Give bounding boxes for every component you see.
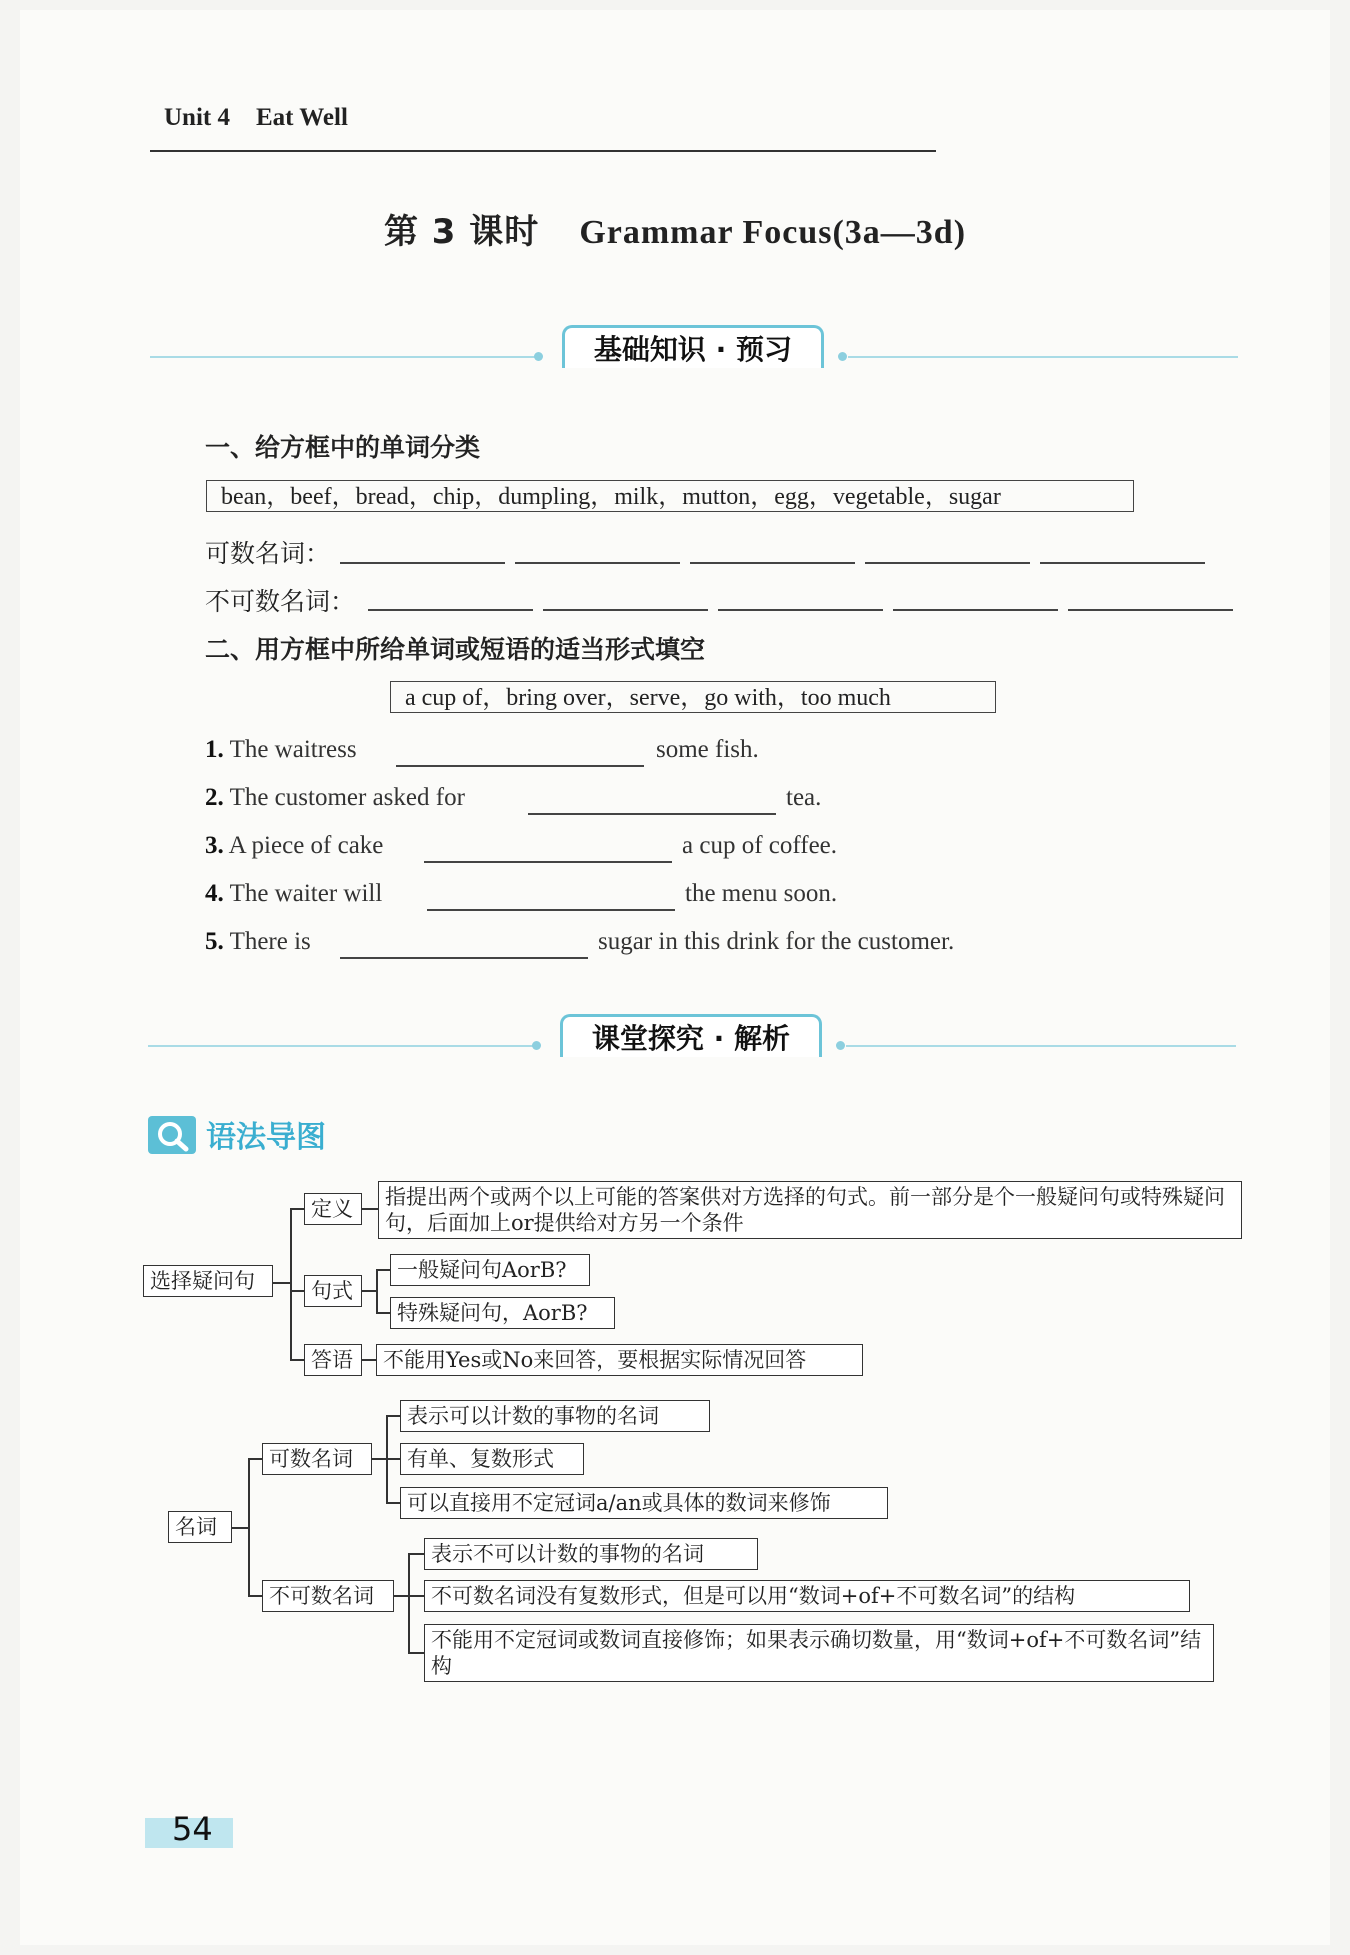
- banner-dot: [532, 1041, 541, 1050]
- connector: [408, 1595, 424, 1597]
- definition-text: 指提出两个或两个以上可能的答案供对方选择的句式。前一部分是个一般疑问句或特殊疑问句，后面加上or提供给对方另一个条件: [378, 1181, 1242, 1239]
- node-noun: 名词: [168, 1511, 232, 1543]
- item-text-before: The waitress: [229, 736, 357, 763]
- answer-blank[interactable]: [893, 609, 1058, 611]
- connector: [394, 1595, 408, 1597]
- answer-blank[interactable]: [427, 909, 675, 911]
- connector: [290, 1290, 304, 1292]
- q2-item: [205, 832, 383, 860]
- banner-dot: [838, 352, 847, 361]
- connector: [376, 1269, 390, 1271]
- answer-blank[interactable]: [690, 562, 855, 564]
- node-definition: 定义: [304, 1193, 362, 1225]
- q1-title: 一、给方框中的单词分类: [205, 433, 481, 462]
- connector: [408, 1553, 410, 1653]
- connector: [248, 1458, 250, 1596]
- banner-line-left: [148, 1045, 538, 1047]
- node-answer: 答语: [304, 1344, 362, 1376]
- countable-rule-3: 可以直接用不定冠词a/an或具体的数词来修饰: [400, 1487, 888, 1519]
- banner-dot: [836, 1041, 845, 1050]
- lesson-number: 第 3 课时: [383, 212, 540, 252]
- item-number: 3.: [205, 832, 224, 859]
- item-number: 4.: [205, 880, 224, 907]
- q2-item: [205, 880, 382, 908]
- banner-line-right: [848, 356, 1238, 358]
- unit-header: [164, 104, 374, 132]
- grammar-map-title: 语法导图: [206, 1120, 326, 1155]
- connector: [386, 1415, 400, 1417]
- uncountable-rule-3: 不能用不定冠词或数词直接修饰；如果表示确切数量，用“数词+of+不可数名词”结构: [424, 1624, 1214, 1682]
- q1-word-box: bean，beef，bread，chip，dumpling，milk，mutton，egg，vegetable，sugar: [206, 480, 1134, 512]
- banner-line-left: [150, 356, 540, 358]
- q2-item: [205, 736, 357, 764]
- connector: [362, 1208, 378, 1210]
- pattern-special-question: 特殊疑问句，AorB?: [390, 1297, 615, 1329]
- connector: [362, 1290, 376, 1292]
- connector: [232, 1527, 248, 1529]
- node-choice-question: 选择疑问句: [143, 1265, 273, 1297]
- unit-title: Eat Well: [255, 104, 348, 131]
- item-number: 1.: [205, 736, 224, 763]
- magnifier-icon: [148, 1116, 196, 1154]
- connector: [290, 1208, 292, 1360]
- item-text-before: The waiter will: [229, 880, 383, 907]
- connector: [372, 1458, 386, 1460]
- item-number: 5.: [205, 928, 224, 955]
- node-uncountable-noun: 不可数名词: [262, 1580, 394, 1612]
- connector: [248, 1458, 262, 1460]
- header-rule: [150, 150, 936, 152]
- answer-blank[interactable]: [1068, 609, 1233, 611]
- answer-blank[interactable]: [515, 562, 680, 564]
- connector: [386, 1502, 400, 1504]
- item-text-after: the menu soon.: [685, 880, 838, 907]
- answer-blank[interactable]: [718, 609, 883, 611]
- item-text-after: sugar in this drink for the customer.: [598, 928, 955, 955]
- node-countable-noun: 可数名词: [262, 1443, 372, 1475]
- answer-text: 不能用Yes或No来回答，要根据实际情况回答: [376, 1344, 863, 1376]
- connector: [273, 1282, 290, 1284]
- connector: [290, 1359, 304, 1361]
- answer-blank[interactable]: [1040, 562, 1205, 564]
- lesson-name: Grammar Focus(3a—3d): [579, 214, 967, 251]
- lesson-title: [0, 204, 1350, 253]
- countable-label: 可数名词：: [205, 541, 331, 568]
- answer-blank[interactable]: [543, 609, 708, 611]
- answer-blank[interactable]: [396, 765, 644, 767]
- item-text-before: A piece of cake: [228, 832, 384, 859]
- q2-item: [205, 784, 465, 812]
- item-text-before: There is: [229, 928, 311, 955]
- item-text-before: The customer asked for: [229, 784, 465, 811]
- answer-blank[interactable]: [528, 813, 776, 815]
- answer-blank[interactable]: [340, 562, 505, 564]
- item-text-after: tea.: [786, 784, 822, 811]
- item-text-after: a cup of coffee.: [682, 832, 838, 859]
- banner-line-right: [846, 1045, 1236, 1047]
- answer-blank[interactable]: [424, 861, 672, 863]
- answer-blank[interactable]: [368, 609, 533, 611]
- connector: [362, 1359, 376, 1361]
- node-sentence-pattern: 句式: [304, 1275, 362, 1307]
- connector: [248, 1595, 262, 1597]
- pattern-general-question: 一般疑问句AorB?: [390, 1254, 590, 1286]
- section-banner-class: 课堂探究 · 解析: [560, 1014, 822, 1057]
- connector: [376, 1269, 378, 1313]
- connector: [376, 1312, 390, 1314]
- answer-blank[interactable]: [865, 562, 1030, 564]
- connector: [386, 1458, 400, 1460]
- connector: [408, 1652, 424, 1654]
- page-number: 54: [172, 1810, 213, 1848]
- banner-dot: [534, 352, 543, 361]
- countable-rule-2: 有单、复数形式: [400, 1443, 584, 1475]
- connector: [290, 1208, 304, 1210]
- q2-item: [205, 928, 311, 956]
- item-text-after: some fish.: [656, 736, 759, 763]
- unit-number: Unit 4: [164, 104, 230, 131]
- connector: [408, 1553, 424, 1555]
- countable-rule-1: 表示可以计数的事物的名词: [400, 1400, 710, 1432]
- answer-blank[interactable]: [340, 957, 588, 959]
- q2-word-box: a cup of，bring over，serve，go with，too much: [390, 681, 996, 713]
- uncountable-rule-2: 不可数名词没有复数形式，但是可以用“数词+of+不可数名词”的结构: [424, 1580, 1190, 1612]
- item-number: 2.: [205, 784, 224, 811]
- section-banner-preview: 基础知识 · 预习: [562, 325, 824, 368]
- q2-title: 二、用方框中所给单词或短语的适当形式填空: [205, 635, 706, 664]
- uncountable-rule-1: 表示不可以计数的事物的名词: [424, 1538, 758, 1570]
- uncountable-label: 不可数名词：: [205, 589, 356, 616]
